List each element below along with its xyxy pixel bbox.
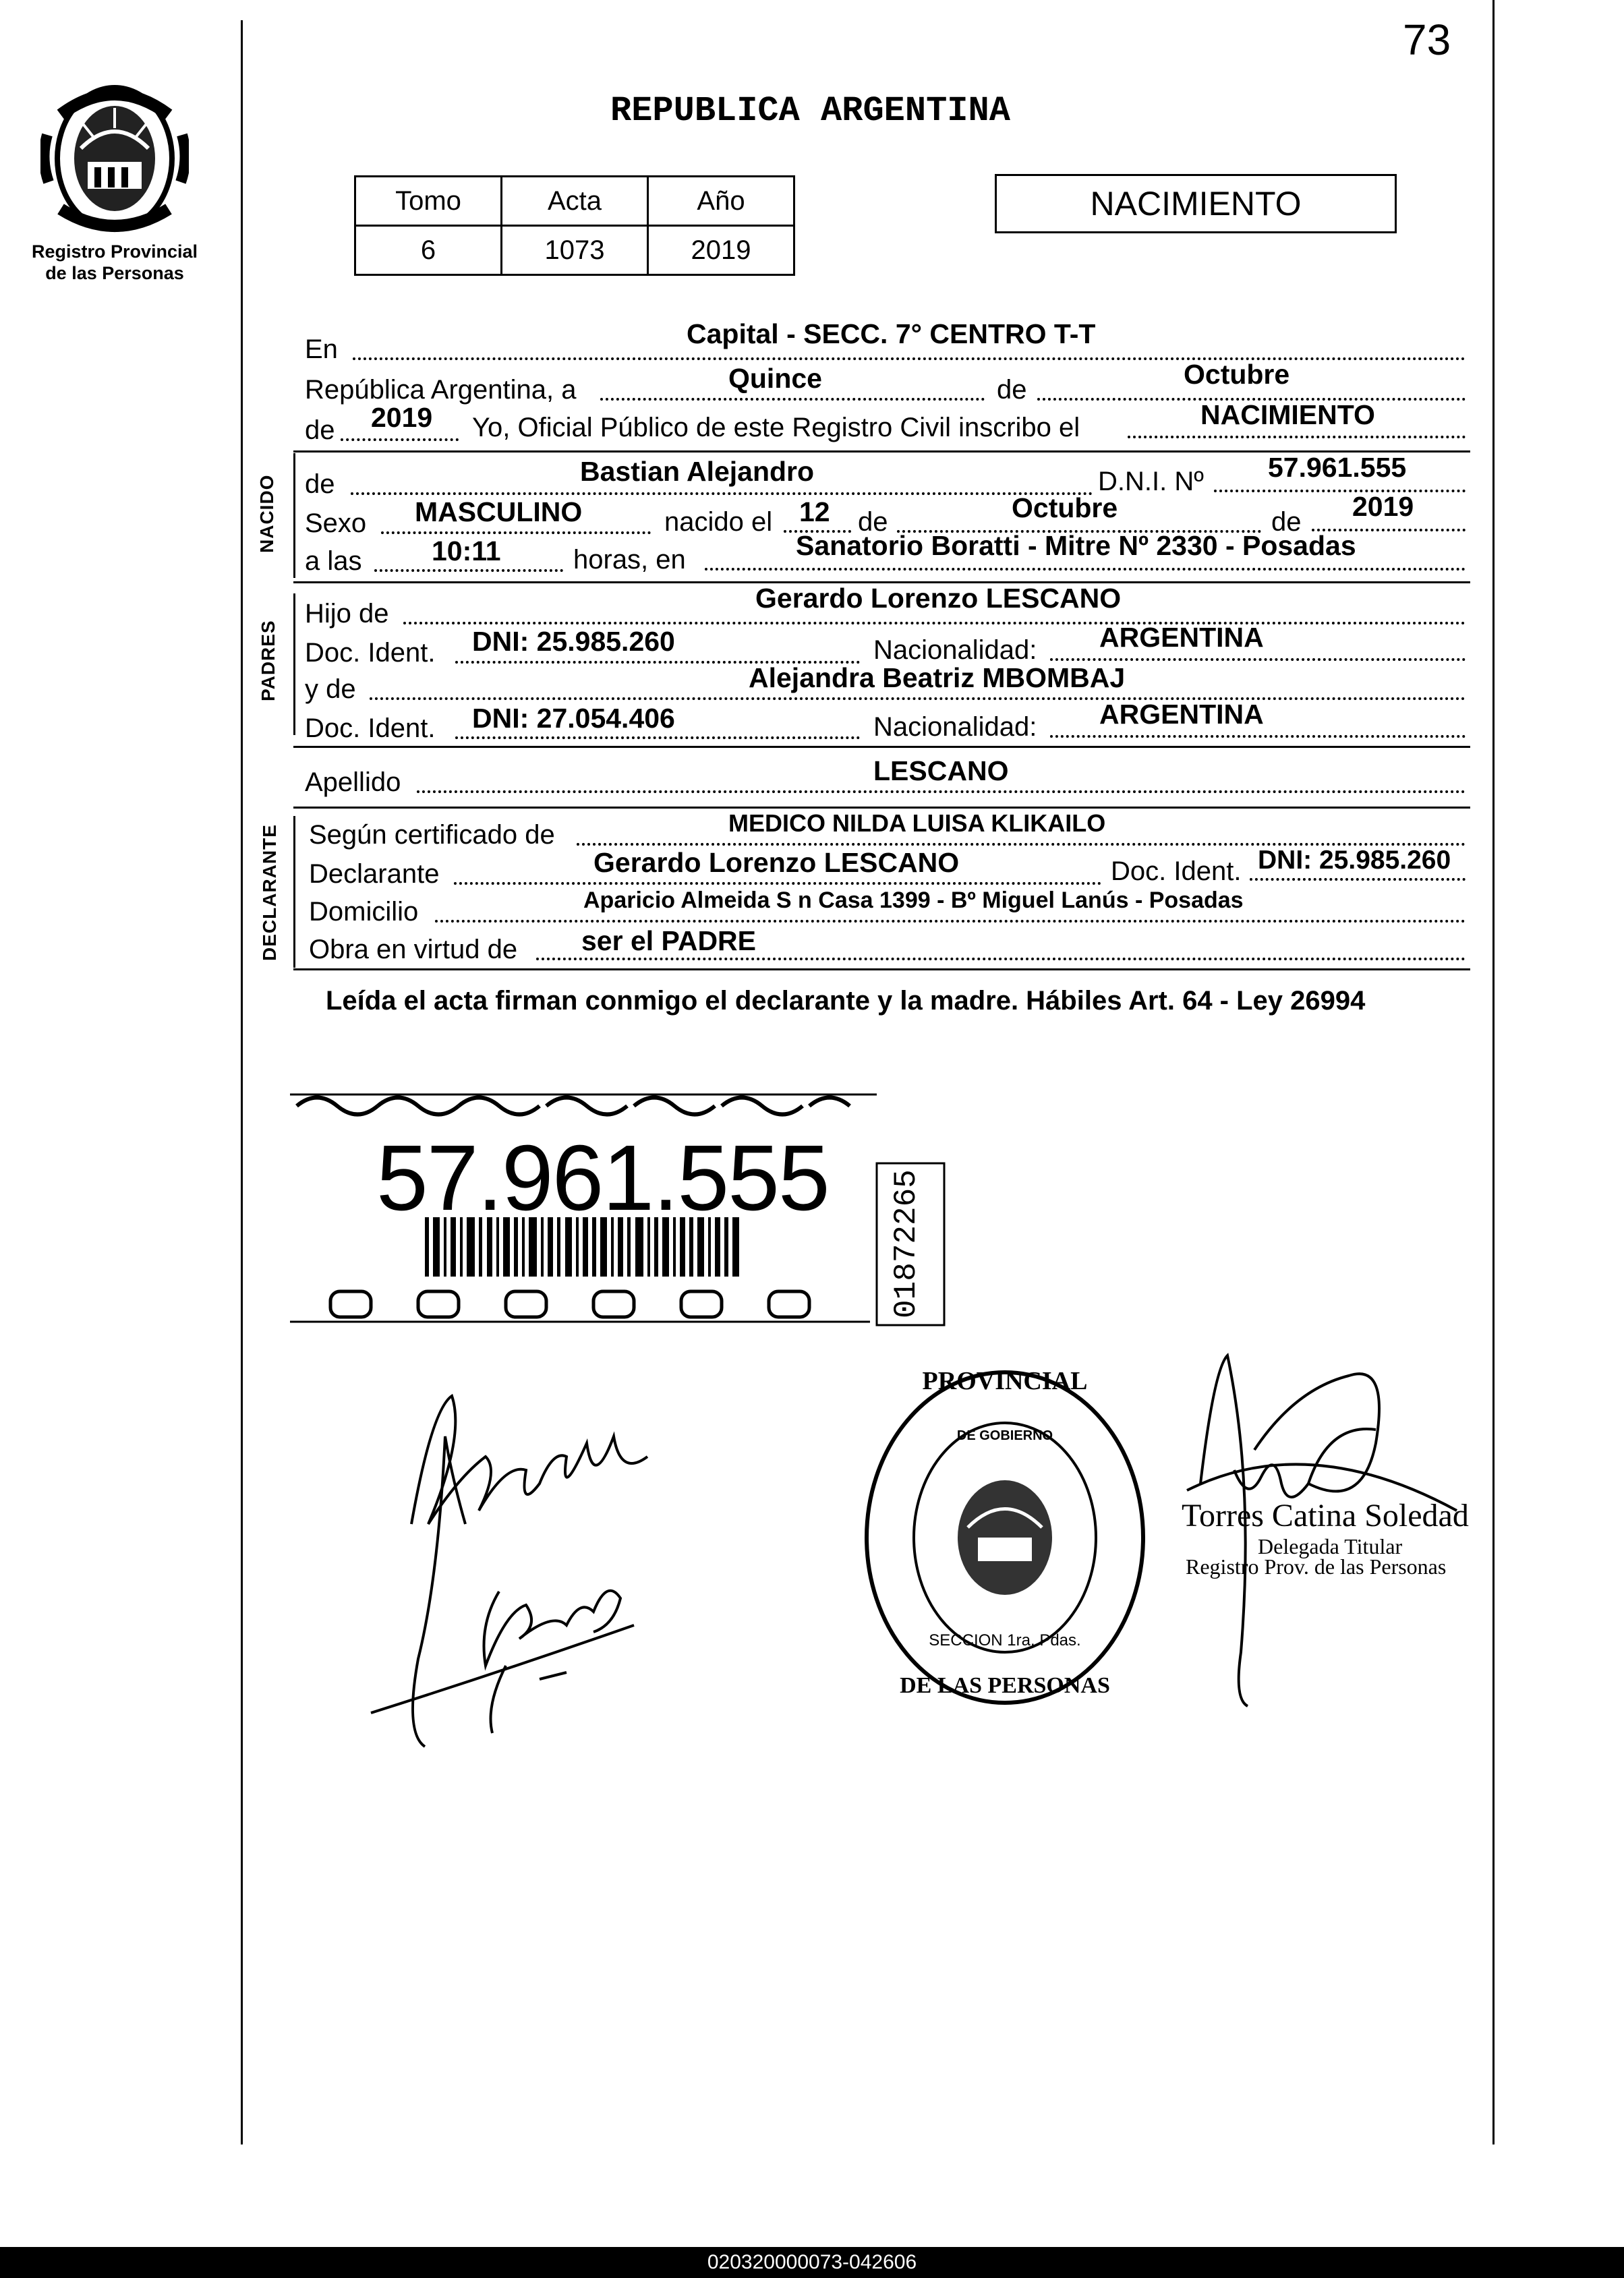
day-value: Quince [728,363,822,394]
country-title: REPUBLICA ARGENTINA [610,91,1010,131]
official-seal [857,1362,1153,1713]
obra-dots [536,958,1466,960]
footer-code: 020320000073-042606 [707,2251,917,2273]
republica-label: República Argentina, a [305,375,577,405]
mother-name: Alejandra Beatriz MBOMBAJ [749,662,1126,693]
sexo-value: MASCULINO [415,496,583,527]
father-name: Gerardo Lorenzo LESCANO [755,583,1122,614]
header-anio: Año [648,177,794,226]
sticker-number: 57.961.555 [376,1126,829,1230]
apellido-dots [417,790,1466,793]
birth-day-value: 12 [799,496,830,527]
birth-month-value: Octubre [1012,492,1118,523]
month-value: Octubre [1184,359,1290,390]
dni-label: D.N.I. Nº [1098,467,1204,496]
record-table [354,175,795,276]
declarante-dots [454,882,1101,885]
left-margin-rule [241,20,243,2144]
apellido-value: LESCANO [873,755,1009,786]
segun-label: Según certificado de [309,820,555,850]
right-margin-rule [1492,0,1495,2144]
registry-label-1: Registro Provincial [31,241,198,262]
nacido-de3-label: de [1271,507,1302,537]
header-acta: Acta [502,177,648,226]
domicilio-dots [435,920,1466,923]
official-office: Registro Prov. de las Personas [1186,1554,1447,1579]
republica-dots [600,398,985,401]
intro-de2-label: de [305,415,335,445]
registry-label-2: de las Personas [45,263,184,283]
en-dots [353,357,1466,360]
place-dots [705,568,1466,571]
obra-label: Obra en virtud de [309,935,518,964]
mother-nac-label: Nacionalidad: [873,712,1037,742]
declarante-doc: DNI: 25.985.260 [1258,846,1451,875]
record-type-label: NACIMIENTO [1090,185,1302,223]
official-name: Torres Catina Soledad [1182,1498,1469,1534]
time-value: 10:11 [432,535,501,566]
obra-value: ser el PADRE [581,925,757,956]
seal-outer-text: PROVINCIAL [922,1367,1088,1395]
birth-year-value: 2019 [1352,491,1414,522]
nacido-el-label: nacido el [664,507,773,537]
father-doc-label: Doc. Ident. [305,638,436,668]
closing-text: Leída el acta firman conmigo el declarante y la madre. Hábiles Art. 64 - Ley 26994 [326,986,1366,1016]
sexo-dots [381,531,651,534]
domicilio-value: Aparicio Almeida S n Casa 1399 - Bº Miguel Lanús - Posadas [583,887,1244,913]
header-tomo: Tomo [355,177,502,226]
declarante-bar [293,816,295,968]
declarante-doc-label: Doc. Ident. [1111,856,1242,886]
father-nac: ARGENTINA [1099,622,1264,653]
declarante-rule [293,968,1470,970]
seal-bottom-text: SECCION 1ra. Pdas. [929,1631,1081,1649]
year-dots [341,438,459,441]
type-value: NACIMIENTO [1200,399,1375,430]
padres-bar [293,593,295,735]
declarante-side-label: DECLARANTE [259,824,280,961]
name-value: Bastian Alejandro [580,456,815,487]
declarante-signature [364,1355,688,1760]
intro-de-label: de [997,375,1027,405]
time-dots [374,569,563,572]
yo-label: Yo, Oficial Público de este Registro Civil inscribo el [472,413,1080,442]
official-role: Delegada Titular [1258,1534,1403,1558]
record-type-box [995,174,1397,233]
seal-bottom-outer: DE LAS PERSONAS [900,1673,1110,1698]
en-label: En [305,334,338,364]
mother-nac-dots [1050,735,1466,738]
dni-value: 57.961.555 [1268,452,1407,483]
sexo-label: Sexo [305,508,367,538]
document-footer [0,2247,1624,2278]
father-doc: DNI: 25.985.260 [472,626,675,657]
horas-label: horas, en [573,545,686,575]
a-las-label: a las [305,546,362,576]
mother-doc-dots [455,736,860,739]
father-dots [403,622,1466,624]
value-anio: 2019 [648,226,794,275]
nacido-side-label: NACIDO [256,474,277,553]
nacido-de-label: de [305,469,335,499]
nacido-de2-label: de [858,507,888,537]
padres-side-label: PADRES [258,620,279,701]
segun-value: MEDICO NILDA LUISA KLIKAILO [728,809,1106,837]
sticker-serial: 01872265 [889,1169,924,1318]
province-logo [40,74,189,243]
hijo-de-label: Hijo de [305,599,389,629]
mother-dots [370,697,1466,700]
place-value: Sanatorio Boratti - Mitre Nº 2330 - Posadas [796,530,1356,561]
apellido-label: Apellido [305,767,401,797]
domicilio-label: Domicilio [309,897,419,927]
name-dots [351,492,1093,495]
nacido-bar [293,453,295,578]
value-tomo: 6 [355,226,502,275]
year-value: 2019 [371,402,433,433]
y-de-label: y de [305,674,356,704]
type-dots [1128,436,1466,438]
mother-nac: ARGENTINA [1099,699,1264,730]
father-nac-label: Nacionalidad: [873,635,1037,665]
father-nac-dots [1050,658,1466,661]
value-acta: 1073 [502,226,648,275]
page-number: 73 [1403,16,1451,64]
declarante-label: Declarante [309,859,440,889]
padres-rule [293,746,1470,748]
dni-dots [1214,490,1466,492]
apellido-rule [293,807,1470,809]
mother-doc: DNI: 27.054.406 [472,703,675,734]
declarante-value: Gerardo Lorenzo LESCANO [593,847,960,878]
en-value: Capital - SECC. 7° CENTRO T-T [687,318,1096,349]
seal-inner-text: DE GOBIERNO [956,1428,1053,1443]
mother-doc-label: Doc. Ident. [305,713,436,743]
declarante-doc-dots [1250,878,1466,881]
